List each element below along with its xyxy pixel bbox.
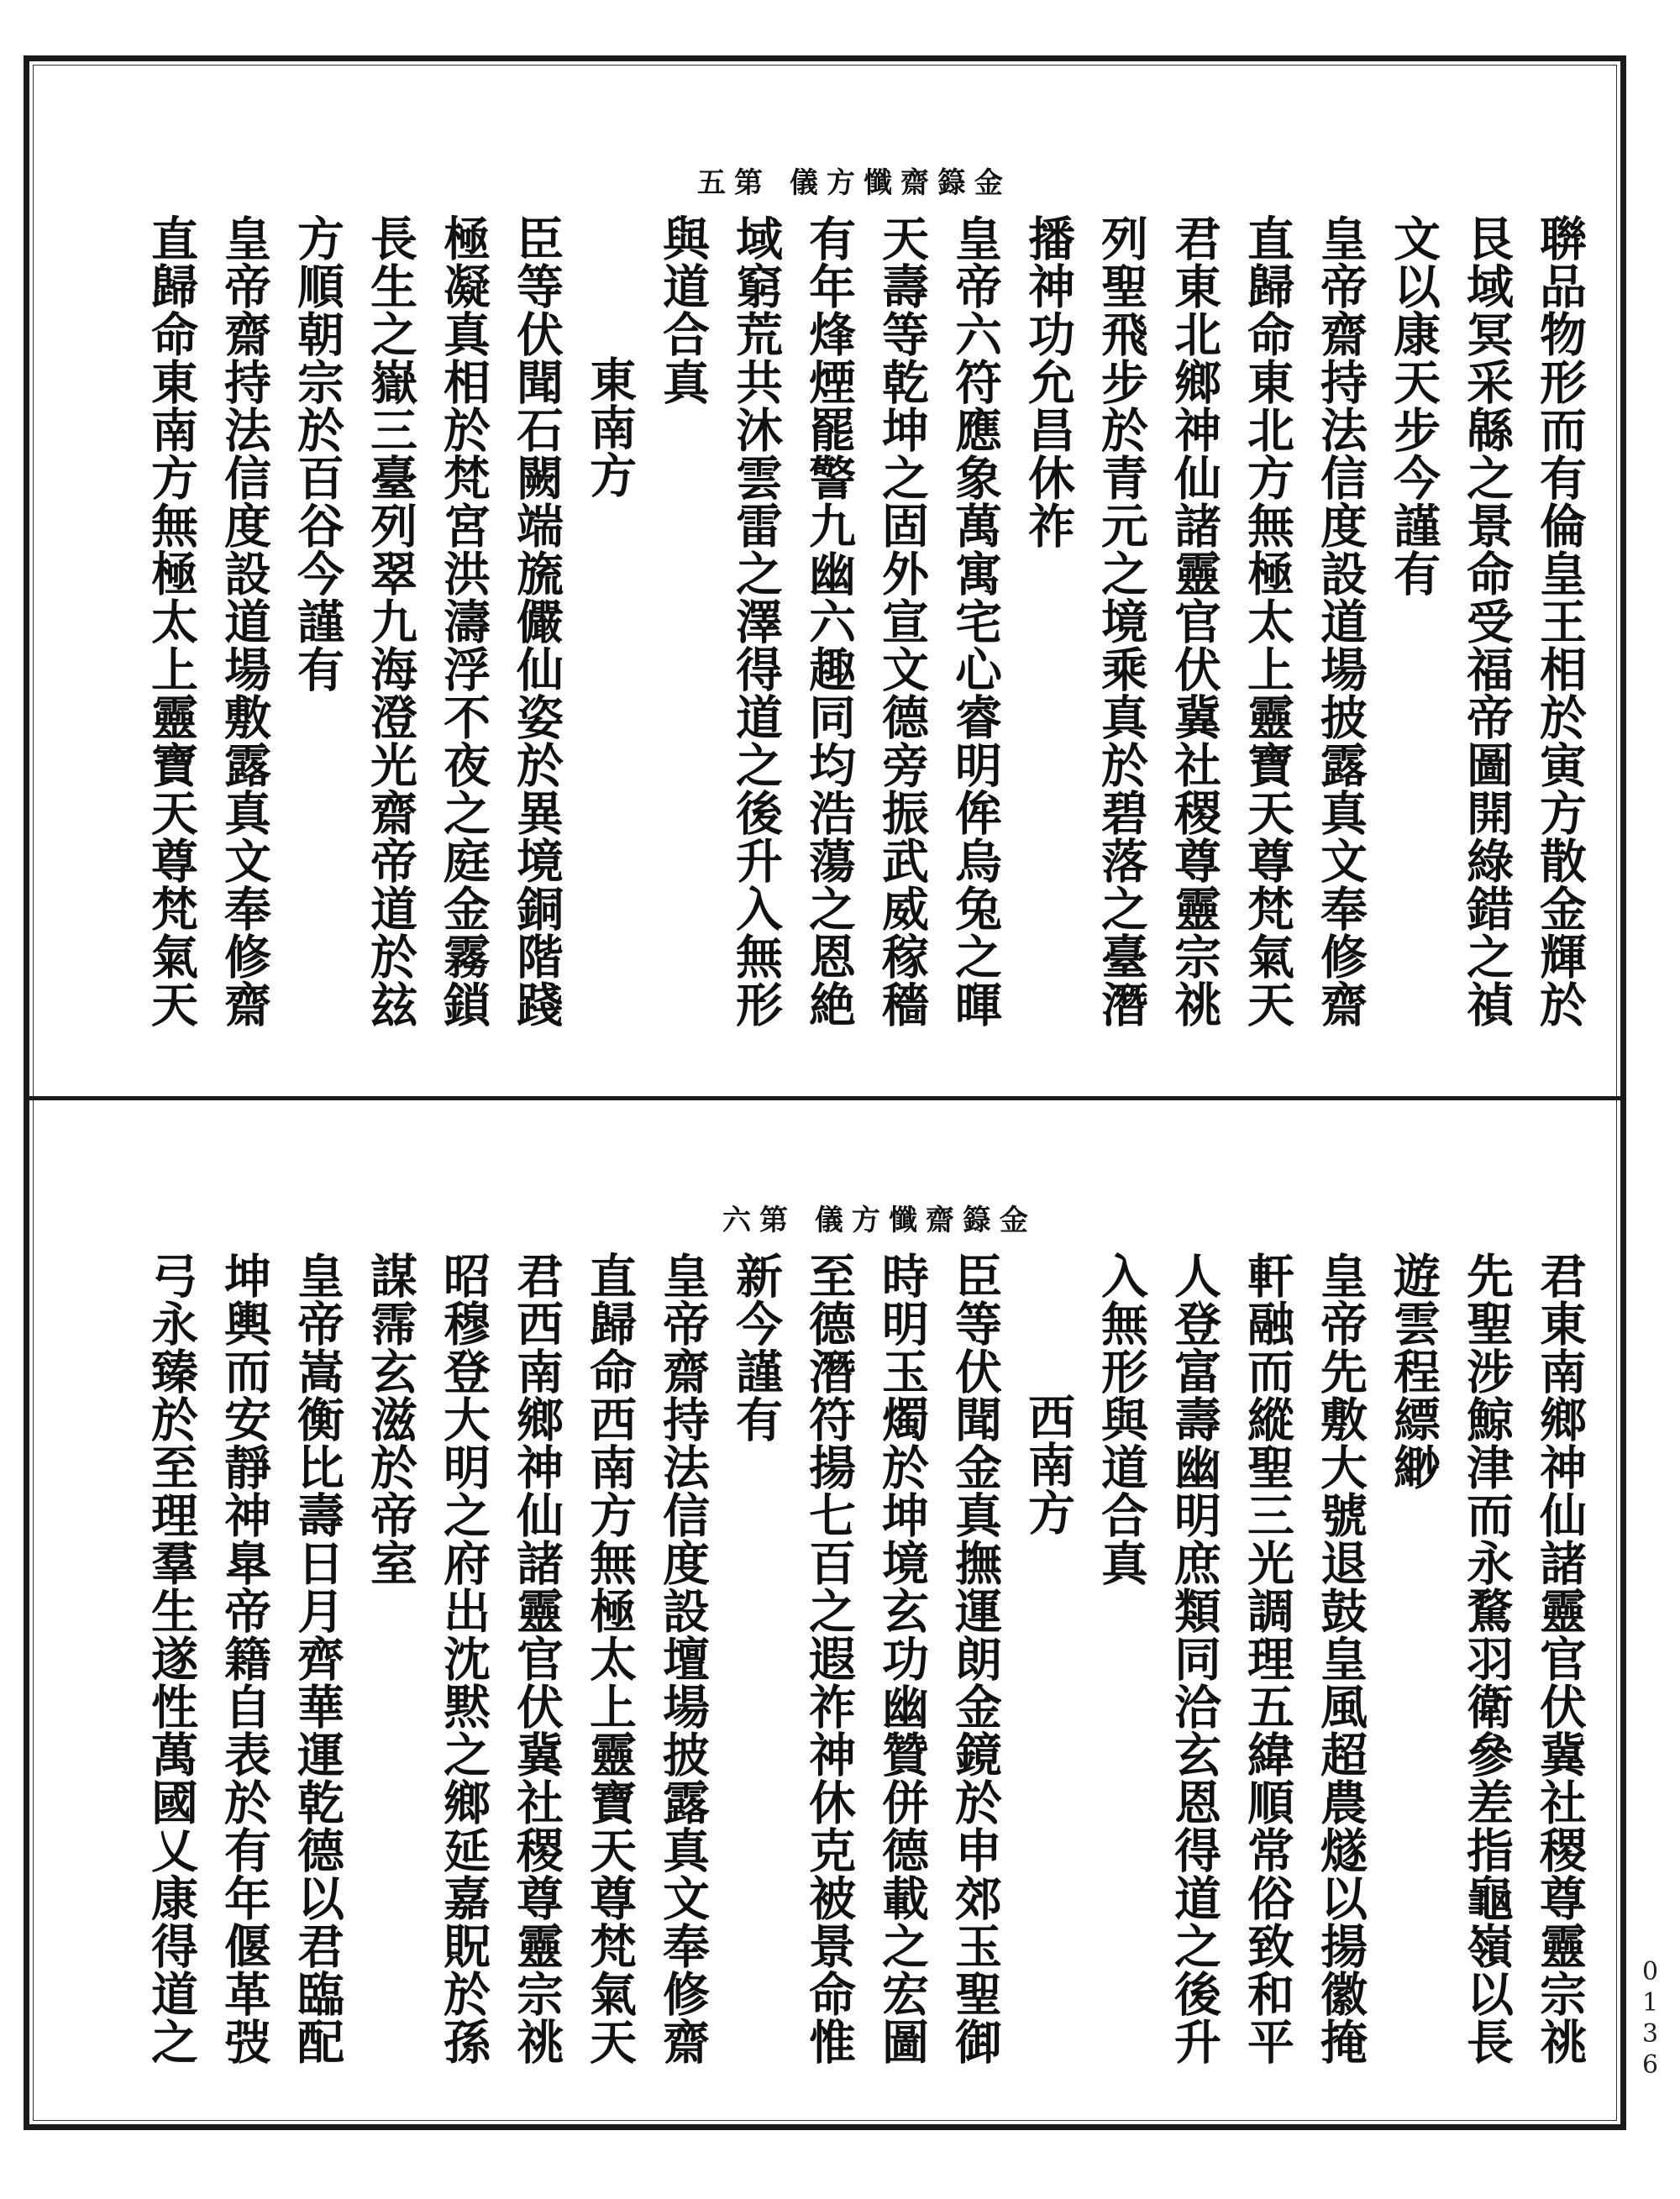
bottom-column: 皇帝齋持法信度設壇場披露真文奉修齋 [655, 1252, 711, 2065]
top-column: 皇帝六符應象萬寓宅心睿明侔烏兔之暉 [948, 214, 1003, 1028]
top-column: 君東北鄉神仙諸靈官伏冀社稷尊靈宗祧 [1167, 214, 1222, 1028]
top-column: 聨品物形而有倫皇王相於寅方散金輝於 [1532, 214, 1588, 1028]
top-column: 皇帝齋持法信度設道場敷露真文奉修齋 [217, 214, 272, 1028]
top-column: 天壽等乾坤之固外宣文德旁振武威稼穡 [874, 214, 930, 1028]
top-column: 方順朝宗於百谷今謹有 [290, 214, 345, 693]
page-number: 0136 [1635, 1957, 1665, 2081]
bottom-column: 新今謹有 [728, 1252, 784, 1443]
bottom-column: 遊雲程縹緲 [1386, 1252, 1441, 1491]
top-column: 臣等伏聞石闕端旒儼仙姿於異境銅階踐 [509, 214, 564, 1028]
bottom-column: 弓永臻於至理羣生遂性萬國乂康得道之 [144, 1252, 199, 2065]
top-column: 直歸命東南方無極太上靈寶天尊梵氣天 [144, 214, 199, 1028]
bottom-column: 入無形與道合真 [1094, 1252, 1149, 1587]
top-column: 有年烽煙罷警九幽六趣同均浩蕩之恩絶 [801, 214, 857, 1028]
top-column: 東南方 [582, 355, 638, 499]
bottom-column: 直歸命西南方無極太上靈寶天尊梵氣天 [582, 1252, 638, 2065]
top-column: 長生之嶽三臺列翠九海澄光齋帝道於玆 [363, 214, 418, 1028]
bottom-column: 人登富壽幽明庶類同洽玄恩得道之後升 [1167, 1252, 1222, 2065]
top-column: 艮域冥采緜之景命受福帝圖開綠錯之禎 [1459, 214, 1515, 1028]
top-column: 域窮荒共沐雲雷之澤得道之後升入無形 [728, 214, 784, 1028]
bottom-column: 君西南鄉神仙諸靈官伏冀社稷尊靈宗祧 [509, 1252, 564, 2065]
bottom-column: 軒融而縱聖三光調理五緯順常俗致和平 [1240, 1252, 1295, 2065]
bottom-column: 皇帝嵩衡比壽日月齊華運乾德以君臨配 [290, 1252, 345, 2065]
bottom-page-header: 金籙齋懺方儀 第六 [722, 1204, 1037, 1237]
bottom-column: 昭穆登大明之府出沈黙之鄉延嘉貺於孫 [436, 1252, 491, 2065]
bottom-page [34, 1172, 1613, 2112]
bottom-column: 先聖涉鯨津而永騖羽衛參差指龜嶺以長 [1459, 1252, 1515, 2065]
bottom-column: 君東南鄉神仙諸靈官伏冀社稷尊靈宗祧 [1532, 1252, 1588, 2065]
bottom-column: 臣等伏聞金真撫運朗金鏡於申郊玉聖御 [948, 1252, 1003, 2065]
top-column: 極凝真相於梵宮洪濤浮不夜之庭金霧鎖 [436, 214, 491, 1028]
top-page-header: 金籙齋懺方儀 第五 [697, 166, 1011, 200]
top-column: 文以康天步今謹有 [1386, 214, 1441, 597]
top-page-text-columns [134, 214, 1596, 1028]
bottom-column: 時明玉燭於坤境玄功幽贊併德載之宏圖 [874, 1252, 930, 2065]
top-column: 皇帝齋持法信度設道場披露真文奉修齋 [1313, 214, 1368, 1028]
bottom-column: 西南方 [1021, 1393, 1076, 1536]
top-column: 與道合真 [655, 214, 711, 406]
top-column: 直歸命東北方無極太上靈寶天尊梵氣天 [1240, 214, 1295, 1028]
bottom-column: 坤輿而安靜神臯帝籍自表於有年偃革弢 [217, 1252, 272, 2065]
page-divider [24, 1096, 1626, 1100]
bottom-column: 至德潛符揚七百之遐祚神休克被景命惟 [801, 1252, 857, 2065]
bottom-page-text-columns [134, 1252, 1596, 2065]
top-page [34, 134, 1613, 1058]
top-column: 播神功允昌休祚 [1021, 214, 1076, 549]
top-column: 列聖飛步於青元之境乘真於碧落之臺潛 [1094, 214, 1149, 1028]
bottom-column: 謀霈玄滋於帝室 [363, 1252, 418, 1587]
bottom-column: 皇帝先敷大號退鼓皇風超農燧以揚徽掩 [1313, 1252, 1368, 2065]
